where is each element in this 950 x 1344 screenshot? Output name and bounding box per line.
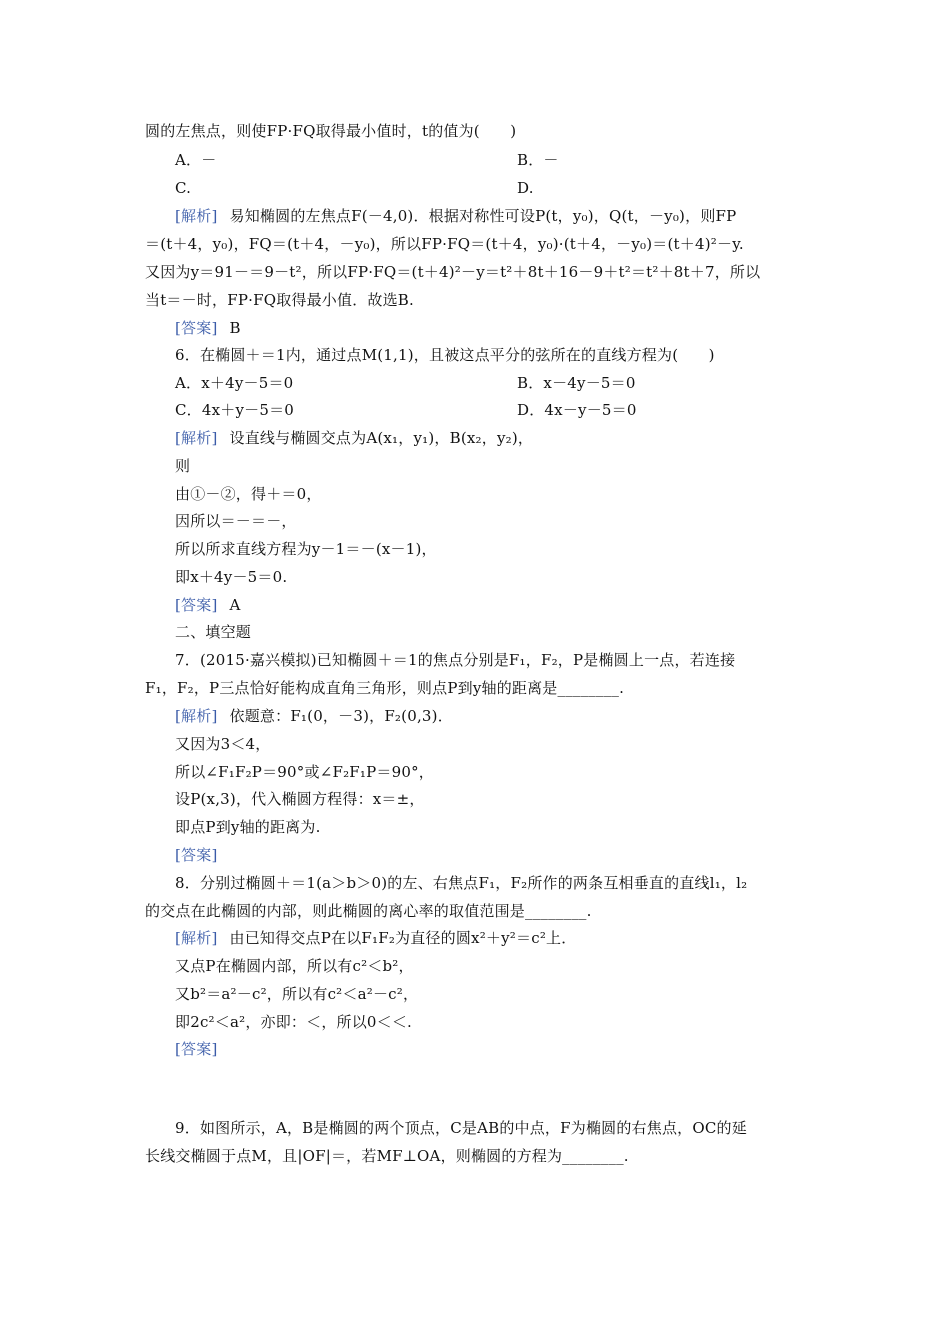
q8-stem-2: 的交点在此椭圆的内部，则此椭圆的离心率的取值范围是________. [145, 902, 592, 920]
q8-line-2: 又点P在椭圆内部，所以有c²＜b²， [175, 957, 414, 975]
q6-analysis-line [175, 428, 533, 448]
q5-analysis-text: 易知椭圆的左焦点F(－4,0)．根据对称性可设P(t，y₀)，Q(t，－y₀)，则FP [229, 207, 737, 225]
q5-analysis-line-4: 当t＝－时，FP·FQ取得最小值．故选B. [145, 291, 414, 309]
q7-line-4: 设P(x,3)，代入椭圆方程得：x＝±， [175, 790, 425, 808]
q5-analysis-tag: [解析] [175, 207, 218, 225]
q5-answer: B [229, 319, 241, 337]
q6-answer-line [175, 595, 241, 615]
q9-stem-2: 长线交椭圆于点M，且|OF|＝，若MF⊥OA，则椭圆的方程为________. [145, 1147, 629, 1165]
q7-stem-2: F₁，F₂，P三点恰好能构成直角三角形，则点P到y轴的距离是________. [145, 679, 625, 697]
q6-stem: 6．在椭圆＋＝1内，通过点M(1,1)，且被这点平分的弦所在的直线方程为( ) [175, 346, 715, 364]
q5-analysis-line [175, 206, 736, 226]
q5-option-a: A．－ [175, 151, 217, 169]
q6-answer: A [229, 596, 241, 614]
q7-analysis-tag: [解析] [175, 707, 218, 725]
q8-analysis-tag: [解析] [175, 929, 218, 947]
q5-option-d: D. [517, 179, 534, 197]
q6-option-b: B．x－4y－5＝0 [517, 374, 636, 392]
q8-answer-tag: [答案] [175, 1040, 218, 1058]
q6-analysis-text: 设直线与椭圆交点为A(x₁，y₁)，B(x₂，y₂)， [229, 429, 534, 447]
q5-stem-tail: 圆的左焦点，则使FP·FQ取得最小值时，t的值为( ) [145, 122, 517, 140]
q6-analysis-tag: [解析] [175, 429, 218, 447]
q5-answer-line [175, 318, 241, 338]
q6-option-a: A．x＋4y－5＝0 [175, 374, 294, 392]
q7-line-3: 所以∠F₁F₂P＝90°或∠F₂F₁P＝90°， [175, 763, 434, 781]
q5-option-c: C. [175, 179, 192, 197]
q5-option-b: B．－ [517, 151, 559, 169]
q6-line-5: 所以所求直线方程为y－1＝－(x－1)， [175, 540, 437, 558]
q5-answer-tag: [答案] [175, 319, 218, 337]
q5-analysis-line-3: 又因为y＝91－＝9－t²，所以FP·FQ＝(t＋4)²－y＝t²＋8t＋16－9＋t²＝t²＋8t＋7，所以 [145, 263, 761, 281]
section-heading: 二、填空题 [175, 623, 252, 641]
q7-line-5: 即点P到y轴的距离为. [175, 818, 321, 836]
q6-option-d: D．4x－y－5＝0 [517, 401, 637, 419]
q6-line-2: 则 [175, 457, 191, 475]
q5-analysis-line-2: ＝(t＋4，y₀)，FQ＝(t＋4，－y₀)，所以FP·FQ＝(t＋4，y₀)·(t＋4，－y₀)＝(t＋4)²－y. [145, 235, 744, 253]
q8-line-4: 即2c²＜a²，亦即：＜，所以0＜＜. [175, 1013, 413, 1031]
q8-analysis-line [175, 928, 576, 948]
q7-analysis-text: 依题意：F₁(0，－3)，F₂(0,3)． [229, 707, 453, 725]
q8-line-3: 又b²＝a²－c²，所以有c²＜a²－c²， [175, 985, 419, 1003]
q8-stem-1: 8．分别过椭圆＋＝1(a＞b＞0)的左、右焦点F₁，F₂所作的两条互相垂直的直线l₁，l₂ [175, 874, 748, 892]
q7-stem-1: 7．(2015·嘉兴模拟)已知椭圆＋＝1的焦点分别是F₁，F₂，P是椭圆上一点，若连接 [175, 651, 736, 669]
q6-line-3: 由①－②，得＋＝0， [175, 485, 322, 503]
q7-line-2: 又因为3＜4， [175, 735, 271, 753]
q6-line-6: 即x＋4y－5＝0. [175, 568, 288, 586]
q9-stem-1: 9．如图所示，A，B是椭圆的两个顶点，C是AB的中点，F为椭圆的右焦点，OC的延 [175, 1119, 747, 1137]
q8-analysis-text: 由已知得交点P在以F₁F₂为直径的圆x²＋y²＝c²上． [229, 929, 577, 947]
q6-line-4: 因所以＝－＝－， [175, 512, 297, 530]
q7-analysis-line [175, 706, 453, 726]
q6-option-c: C．4x＋y－5＝0 [175, 401, 295, 419]
q7-answer-tag: [答案] [175, 846, 218, 864]
q6-answer-tag: [答案] [175, 596, 218, 614]
